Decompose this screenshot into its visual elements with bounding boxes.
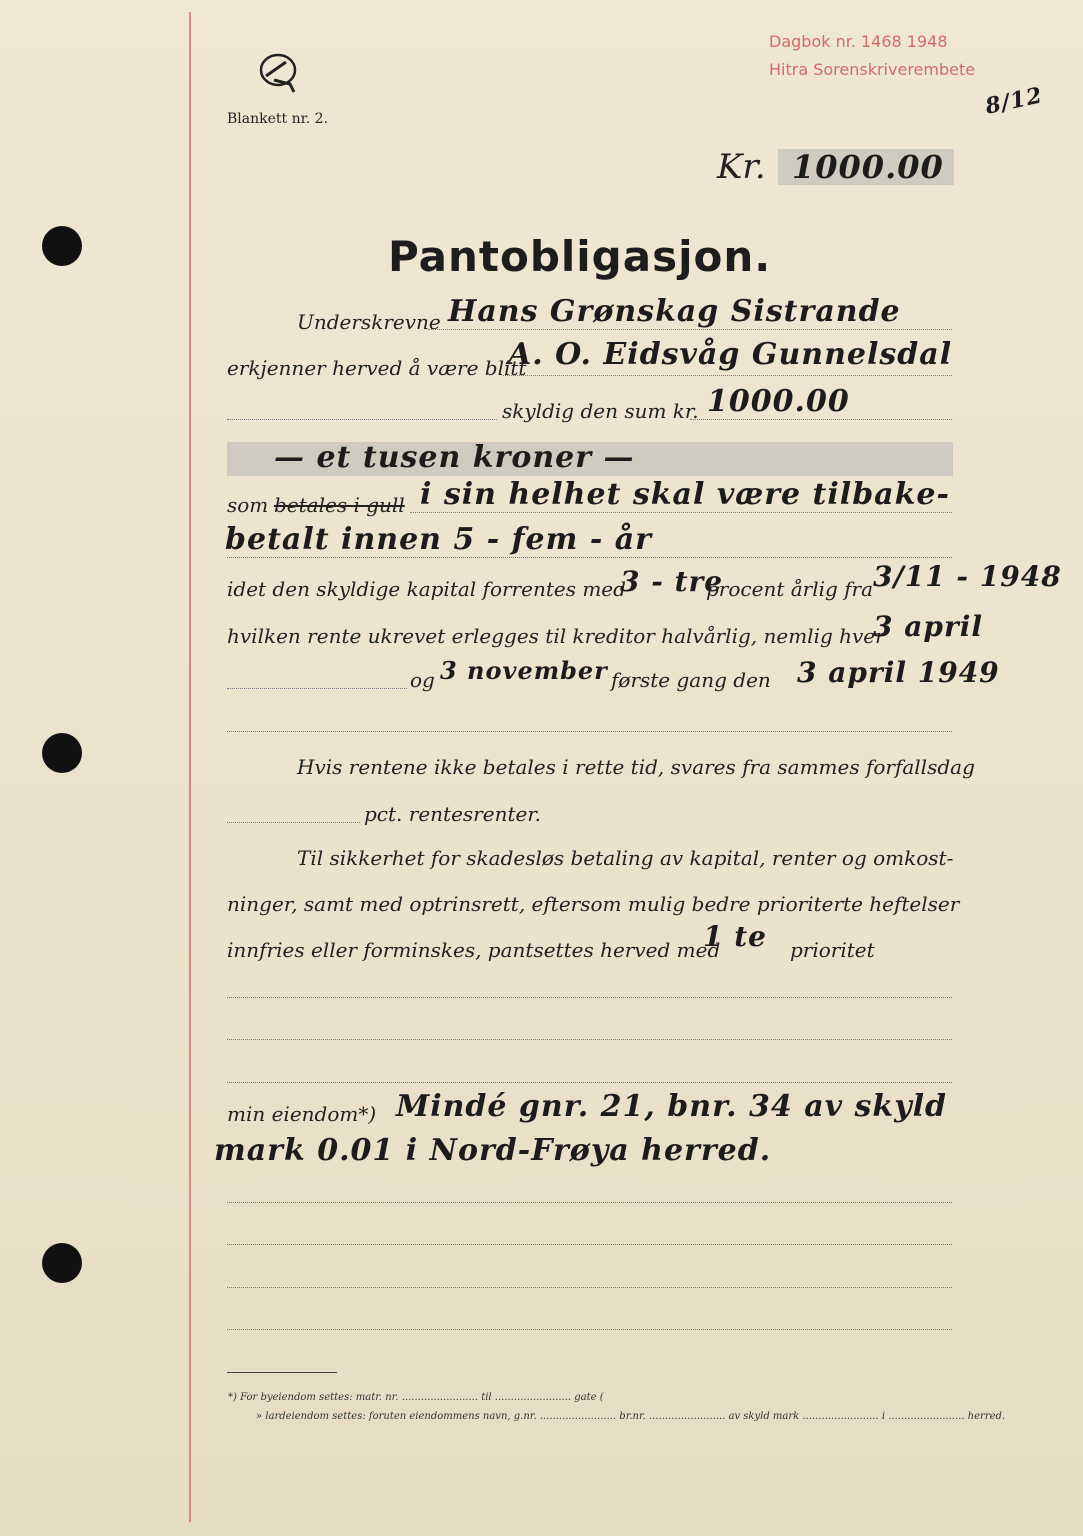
form-id: Blankett nr. 2. [227, 111, 329, 127]
sum-line [690, 419, 952, 420]
emblem-icon [254, 50, 306, 96]
para1-line1: Hvis rentene ikke betales i rette tid, svares fra sammes forfallsdag [297, 755, 975, 779]
debtor-label: Underskrevne [297, 310, 441, 334]
blank-line [227, 1082, 952, 1083]
diary-stamp: Dagbok nr. 1468 1948 [769, 32, 948, 51]
payment-label: som [227, 493, 269, 517]
sum-label: skyldig den sum kr. [502, 399, 699, 423]
property-label: min eiendom*) [227, 1102, 377, 1126]
date-note: 8/12 [982, 82, 1046, 120]
payment-line [410, 512, 952, 513]
priority-label: prioritet [790, 938, 875, 962]
blank-line [227, 1244, 952, 1245]
first-label: første gang den [611, 668, 771, 692]
blank-line [227, 731, 952, 732]
interest-from: 3/11 - 1948 [873, 560, 1062, 593]
payment-line2: betalt innen 5 - fem - år [225, 522, 652, 557]
creditor-line [503, 375, 952, 376]
punch-hole [42, 226, 82, 266]
sum-lead-line [227, 419, 497, 420]
para2-line2: ninger, samt med optrinsrett, eftersom mulig bedre prioriterte heftelser [227, 892, 960, 916]
margin-rule [189, 12, 191, 1522]
payment-struck: betales i gull [274, 493, 405, 517]
og-label: og [410, 668, 435, 692]
creditor-value: A. O. Eidsvåg Gunnelsdal [508, 337, 953, 372]
debtor-value: Hans Grønskag Sistrande [448, 294, 901, 329]
blank-line [227, 1202, 952, 1203]
footnote-1: *) For byeiendom settes: matr. nr. ........................ til ........................ gate ( [228, 1392, 604, 1403]
blank-line [227, 997, 952, 998]
blank-line [227, 1329, 952, 1330]
og-lead-line [227, 688, 407, 689]
payment-line1: i sin helhet skal være tilbake- [420, 477, 950, 512]
para2-line3: innfries eller forminskes, pantsettes herved med [227, 938, 721, 962]
halfyear-value2: 3 november [440, 656, 608, 685]
amount-value: 1000.00 [792, 148, 944, 186]
sum-words: — et tusen kroner — [274, 440, 635, 475]
rate-blank-line [227, 822, 360, 823]
property-line1: Mindé gnr. 21, bnr. 34 av skyld [396, 1089, 948, 1124]
sum-value: 1000.00 [707, 384, 850, 419]
amount-label: Kr. [717, 147, 766, 187]
blank-line [227, 1039, 952, 1040]
blank-line [227, 1287, 952, 1288]
payment-line-2 [227, 557, 952, 558]
para2-line1: Til sikkerhet for skadesløs betaling av kapital, renter og omkost- [297, 846, 954, 870]
document-title: Pantobligasjon. [388, 232, 772, 281]
interest-mid: procent årlig fra [706, 577, 874, 601]
footnote-rule [227, 1372, 337, 1373]
interest-rate: 3 - tre [620, 565, 724, 598]
property-line2: mark 0.01 i Nord-Frøya herred. [214, 1133, 772, 1168]
punch-hole [42, 733, 82, 773]
debtor-line [428, 329, 952, 330]
creditor-label: erkjenner herved å være blitt [227, 356, 527, 380]
para1-line2: pct. rentesrenter. [364, 802, 542, 826]
footnote-2: » lardeiendom settes: foruten eiendommens navn, g.nr. ........................ br.nr. ........................ av skyld mark ........................ i ........................ herred. [256, 1411, 1006, 1422]
first-value: 3 april 1949 [797, 656, 1000, 689]
halfyear-value1: 3 april [873, 610, 983, 643]
priority-value: 1 te [703, 920, 767, 953]
punch-hole [42, 1243, 82, 1283]
halfyear-label: hvilken rente ukrevet erlegges til kreditor halvårlig, nemlig hver [227, 624, 885, 648]
court-stamp: Hitra Sorenskriverembete [769, 60, 976, 79]
interest-label: idet den skyldige kapital forrentes med [227, 577, 626, 601]
